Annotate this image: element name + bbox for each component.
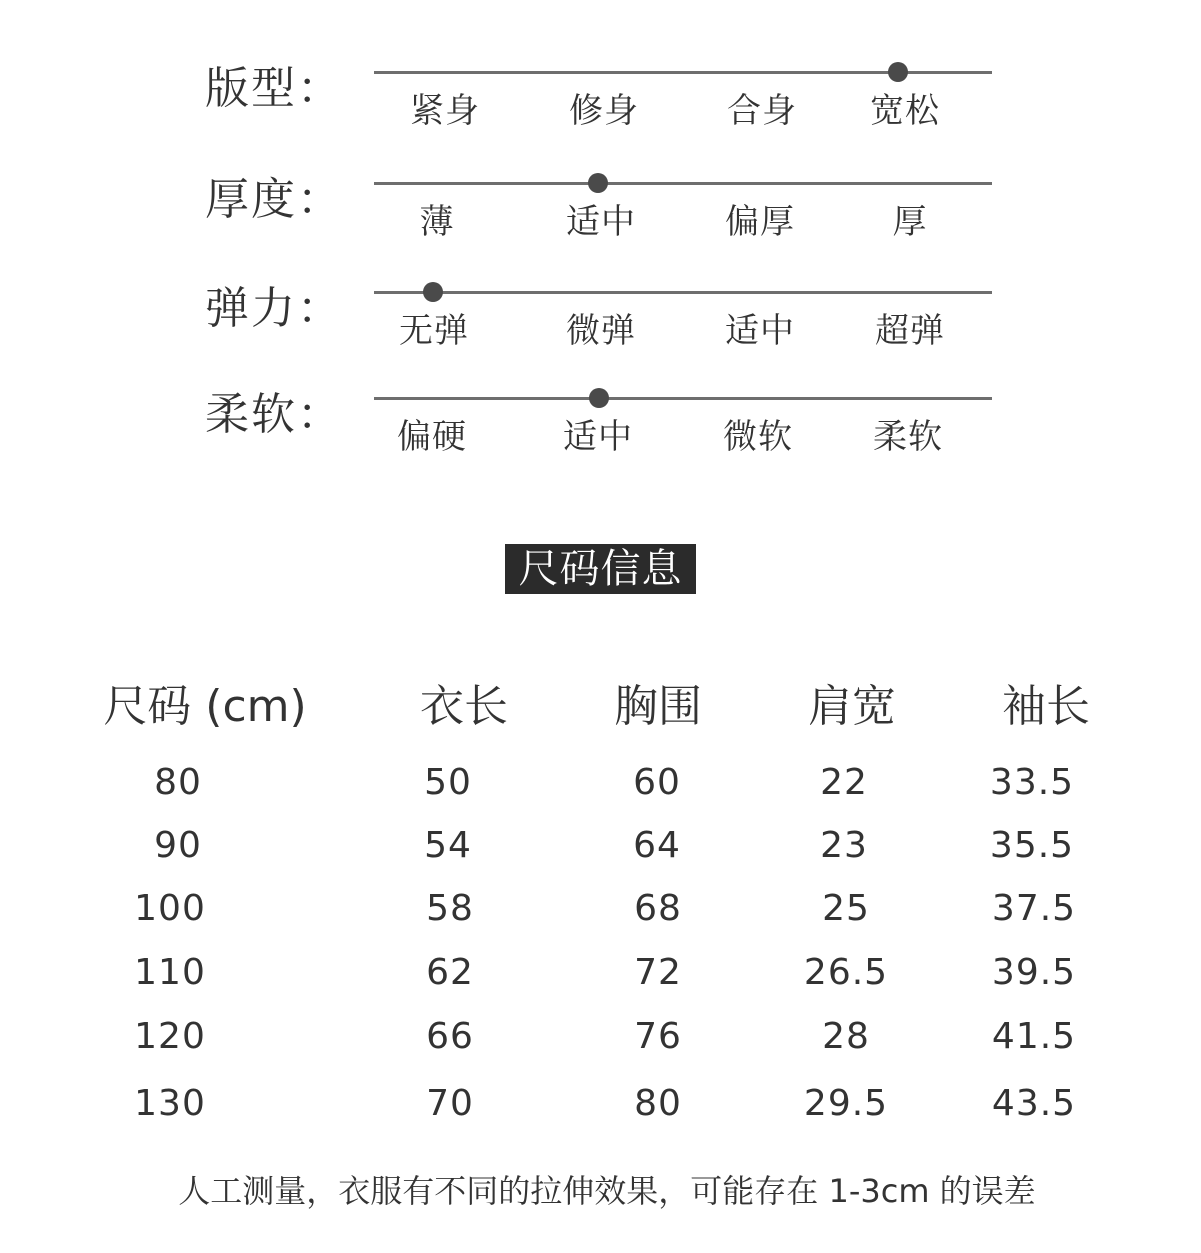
table-cell: 76 — [634, 1016, 682, 1057]
attribute-option: 适中 — [566, 202, 636, 242]
attribute-selected-dot — [589, 388, 609, 408]
attribute-option: 偏硬 — [397, 417, 467, 457]
size-info-title: 尺码信息 — [505, 544, 696, 594]
table-cell: 62 — [426, 952, 474, 993]
attribute-label: 版型： — [205, 63, 343, 114]
table-cell: 50 — [424, 762, 472, 803]
attribute-option: 宽松 — [870, 91, 940, 131]
table-header-cell: 肩宽 — [808, 681, 896, 732]
table-cell: 41.5 — [991, 1016, 1077, 1057]
table-cell: 43.5 — [991, 1083, 1077, 1124]
attribute-option: 柔软 — [873, 417, 943, 457]
attribute-option: 紧身 — [410, 91, 480, 131]
table-header-cell: 尺码 (cm) — [103, 681, 307, 732]
attribute-selected-dot — [423, 282, 443, 302]
attribute-option: 厚 — [892, 202, 928, 242]
table-cell: 26.5 — [803, 952, 889, 993]
table-cell: 130 — [134, 1083, 206, 1124]
attribute-option: 修身 — [569, 91, 639, 131]
attribute-row — [0, 272, 1201, 382]
attribute-option: 适中 — [725, 311, 795, 351]
table-cell: 68 — [634, 888, 682, 929]
attribute-option: 无弹 — [399, 311, 469, 351]
attribute-option: 微软 — [723, 417, 793, 457]
attribute-option: 合身 — [727, 91, 797, 131]
attribute-row — [0, 378, 1201, 488]
attribute-option: 微弹 — [566, 311, 636, 351]
table-cell: 90 — [154, 825, 202, 866]
table-cell: 72 — [634, 952, 682, 993]
table-cell: 25 — [822, 888, 870, 929]
attribute-option: 薄 — [419, 202, 455, 242]
attribute-label: 弹力： — [205, 283, 343, 334]
table-cell: 22 — [820, 762, 868, 803]
measurement-note: 人工测量，衣服有不同的拉伸效果，可能存在 1-3cm 的误差 — [178, 1172, 1036, 1210]
attribute-option: 超弹 — [875, 311, 945, 351]
table-cell: 33.5 — [989, 762, 1075, 803]
attribute-scale-track — [374, 397, 992, 400]
table-cell: 35.5 — [989, 825, 1075, 866]
attribute-label: 柔软： — [205, 389, 343, 440]
table-cell: 60 — [633, 762, 681, 803]
attribute-option: 偏厚 — [725, 202, 795, 242]
table-cell: 100 — [134, 888, 206, 929]
table-cell: 66 — [426, 1016, 474, 1057]
table-cell: 120 — [134, 1016, 206, 1057]
attribute-option: 适中 — [563, 417, 633, 457]
table-cell: 80 — [634, 1083, 682, 1124]
attribute-selected-dot — [888, 62, 908, 82]
table-header-cell: 衣长 — [420, 681, 508, 732]
attribute-row — [0, 163, 1201, 273]
table-cell: 64 — [633, 825, 681, 866]
table-cell: 58 — [426, 888, 474, 929]
table-cell: 54 — [424, 825, 472, 866]
table-cell: 37.5 — [991, 888, 1077, 929]
table-cell: 23 — [820, 825, 868, 866]
attribute-row — [0, 52, 1201, 162]
table-cell: 29.5 — [803, 1083, 889, 1124]
table-header-cell: 胸围 — [614, 681, 702, 732]
table-cell: 80 — [154, 762, 202, 803]
attribute-selected-dot — [588, 173, 608, 193]
table-cell: 110 — [134, 952, 206, 993]
attribute-scale-track — [374, 182, 992, 185]
attribute-label: 厚度： — [205, 174, 343, 225]
table-cell: 70 — [426, 1083, 474, 1124]
table-header-cell: 袖长 — [1002, 681, 1090, 732]
table-cell: 39.5 — [991, 952, 1077, 993]
table-cell: 28 — [822, 1016, 870, 1057]
attribute-scale-track — [374, 291, 992, 294]
